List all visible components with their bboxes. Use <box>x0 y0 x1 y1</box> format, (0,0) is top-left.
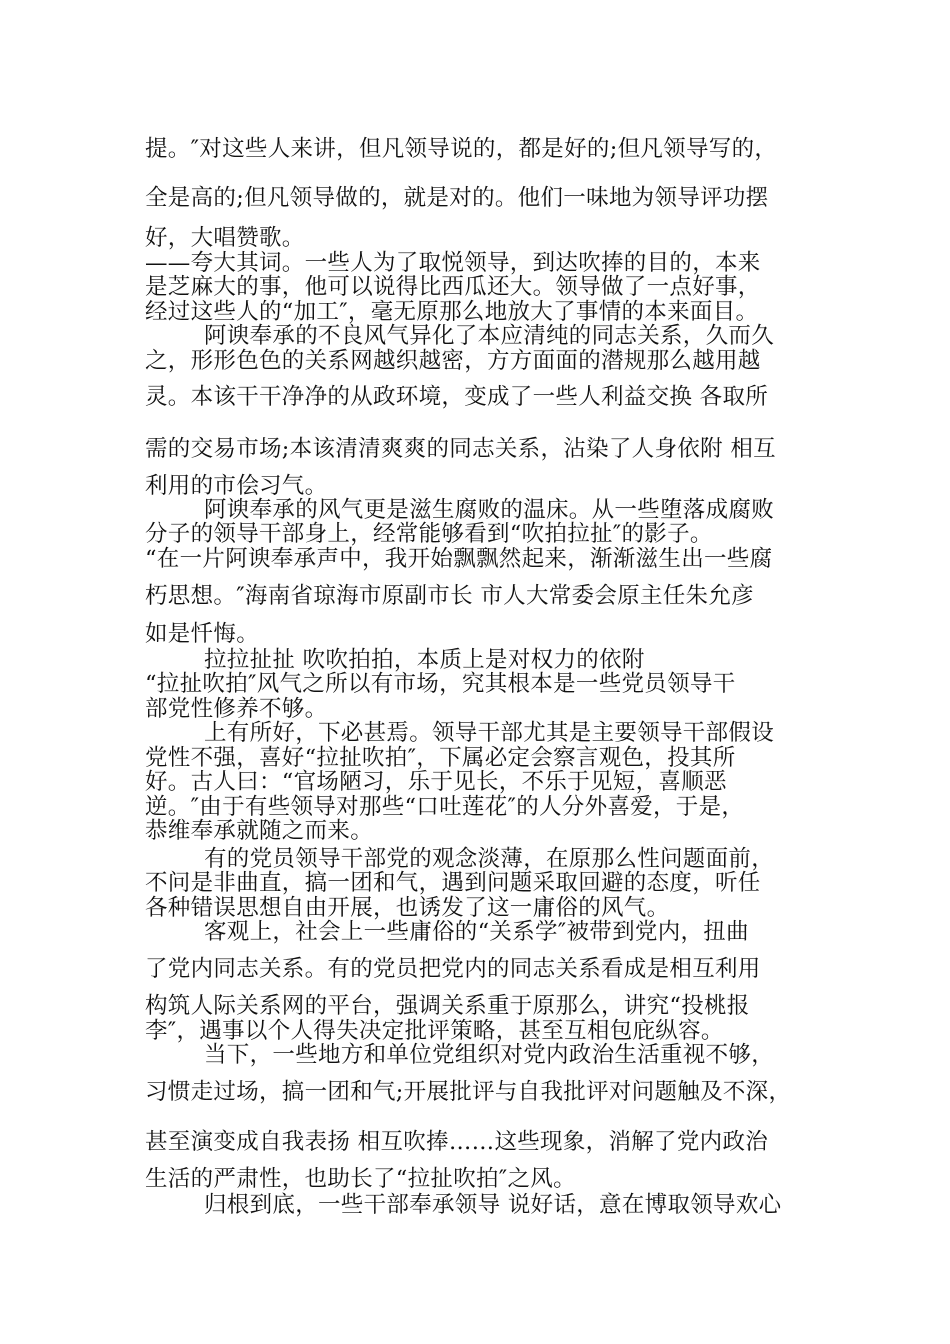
text-line: 需的交易市场;本该清清爽爽的同志关系，沾染了人身依附 相互 <box>145 436 776 462</box>
text-line: 是芝麻大的事，他可以说得比西瓜还大。领导做了一点好事， <box>145 274 761 300</box>
text-line: 分子的领导干部身上，经常能够看到“吹拍拉扯″的影子。 <box>145 521 713 547</box>
text-line: 归根到底，一些干部奉承领导 说好话，意在博取领导欢心 <box>204 1192 782 1218</box>
text-line: 恭维奉承就随之而来。 <box>145 818 374 844</box>
text-line: ——夸大其词。一些人为了取悦领导，到达吹捧的目的，本来 <box>145 250 761 276</box>
text-line: 客观上，社会上一些庸俗的“关系学″被带到党内，扭曲 <box>204 919 749 945</box>
text-line: 上有所好，下必甚焉。领导干部尤其是主要领导干部假设 <box>204 720 775 746</box>
text-line: 有的党员领导干部党的观念淡薄，在原那么性问题面前， <box>204 846 775 872</box>
text-line: “拉扯吹拍″风气之所以有市场，究其根本是一些党员领导干 <box>145 671 736 697</box>
text-line: 李″，遇事以个人得失决定批评策略，甚至互相包庇纵容。 <box>145 1018 724 1044</box>
text-line: 好。古人曰：“官场陋习，乐于见长，不乐于见短，喜顺恶 <box>145 769 727 795</box>
text-line: 习惯走过场，搞一团和气;开展批评与自我批评对问题触及不深， <box>145 1079 792 1105</box>
text-line: 阿谀奉承的不良风气异化了本应清纯的同志关系，久而久 <box>204 323 775 349</box>
text-line: 部党性修养不够。 <box>145 696 328 722</box>
text-line: 好，大唱赞歌。 <box>145 225 305 251</box>
text-line: 阿谀奉承的风气更是滋生腐败的温床。从一些堕落成腐败 <box>204 497 775 523</box>
text-line: 提。″对这些人来讲，但凡领导说的，都是好的;但凡领导写的， <box>145 136 778 162</box>
text-line: 当下，一些地方和单位党组织对党内政治生活重视不够， <box>204 1042 775 1068</box>
text-line: 甚至演变成自我表扬 相互吹捧……这些现象，消解了党内政治 <box>145 1129 769 1155</box>
text-line: 构筑人际关系网的平台，强调关系重于原那么，讲究“投桃报 <box>145 993 750 1019</box>
text-line: 全是高的;但凡领导做的，就是对的。他们一味地为领导评功摆 <box>145 185 769 211</box>
text-line: 各种错误思想自由开展，也诱发了这一庸俗的风气。 <box>145 895 670 921</box>
text-line: 不问是非曲直，搞一团和气，遇到问题采取回避的态度，听任 <box>145 870 761 896</box>
text-line: 利用的市侩习气。 <box>145 473 328 499</box>
text-line: 朽思想。″海南省琼海市原副市长 市人大常委会原主任朱允彦 <box>145 583 754 609</box>
text-line: 生活的严肃性，也助长了“拉扯吹拍″之风。 <box>145 1166 576 1192</box>
text-line: 拉拉扯扯 吹吹拍拍，本质上是对权力的依附 <box>204 647 645 673</box>
text-line: 如是忏悔。 <box>145 621 260 647</box>
text-line: 逆。″由于有些领导对那些“口吐莲花″的人分外喜爱，于是， <box>145 794 745 820</box>
text-line: 党性不强，喜好“拉扯吹拍″，下属必定会察言观色，投其所 <box>145 745 736 771</box>
text-line: 经过这些人的“加工″，毫无原那么地放大了事情的本来面目。 <box>145 299 759 325</box>
text-line: 了党内同志关系。有的党员把党内的同志关系看成是相互利用 <box>145 956 761 982</box>
text-line: 之，形形色色的关系网越织越密，方方面面的潜规那么越用越 <box>145 348 761 374</box>
text-line: “在一片阿谀奉承声中，我开始飘飘然起来，渐渐滋生出一些腐 <box>145 546 773 572</box>
text-line: 灵。本该干干净净的从政环境，变成了一些人利益交换 各取所 <box>145 384 769 410</box>
